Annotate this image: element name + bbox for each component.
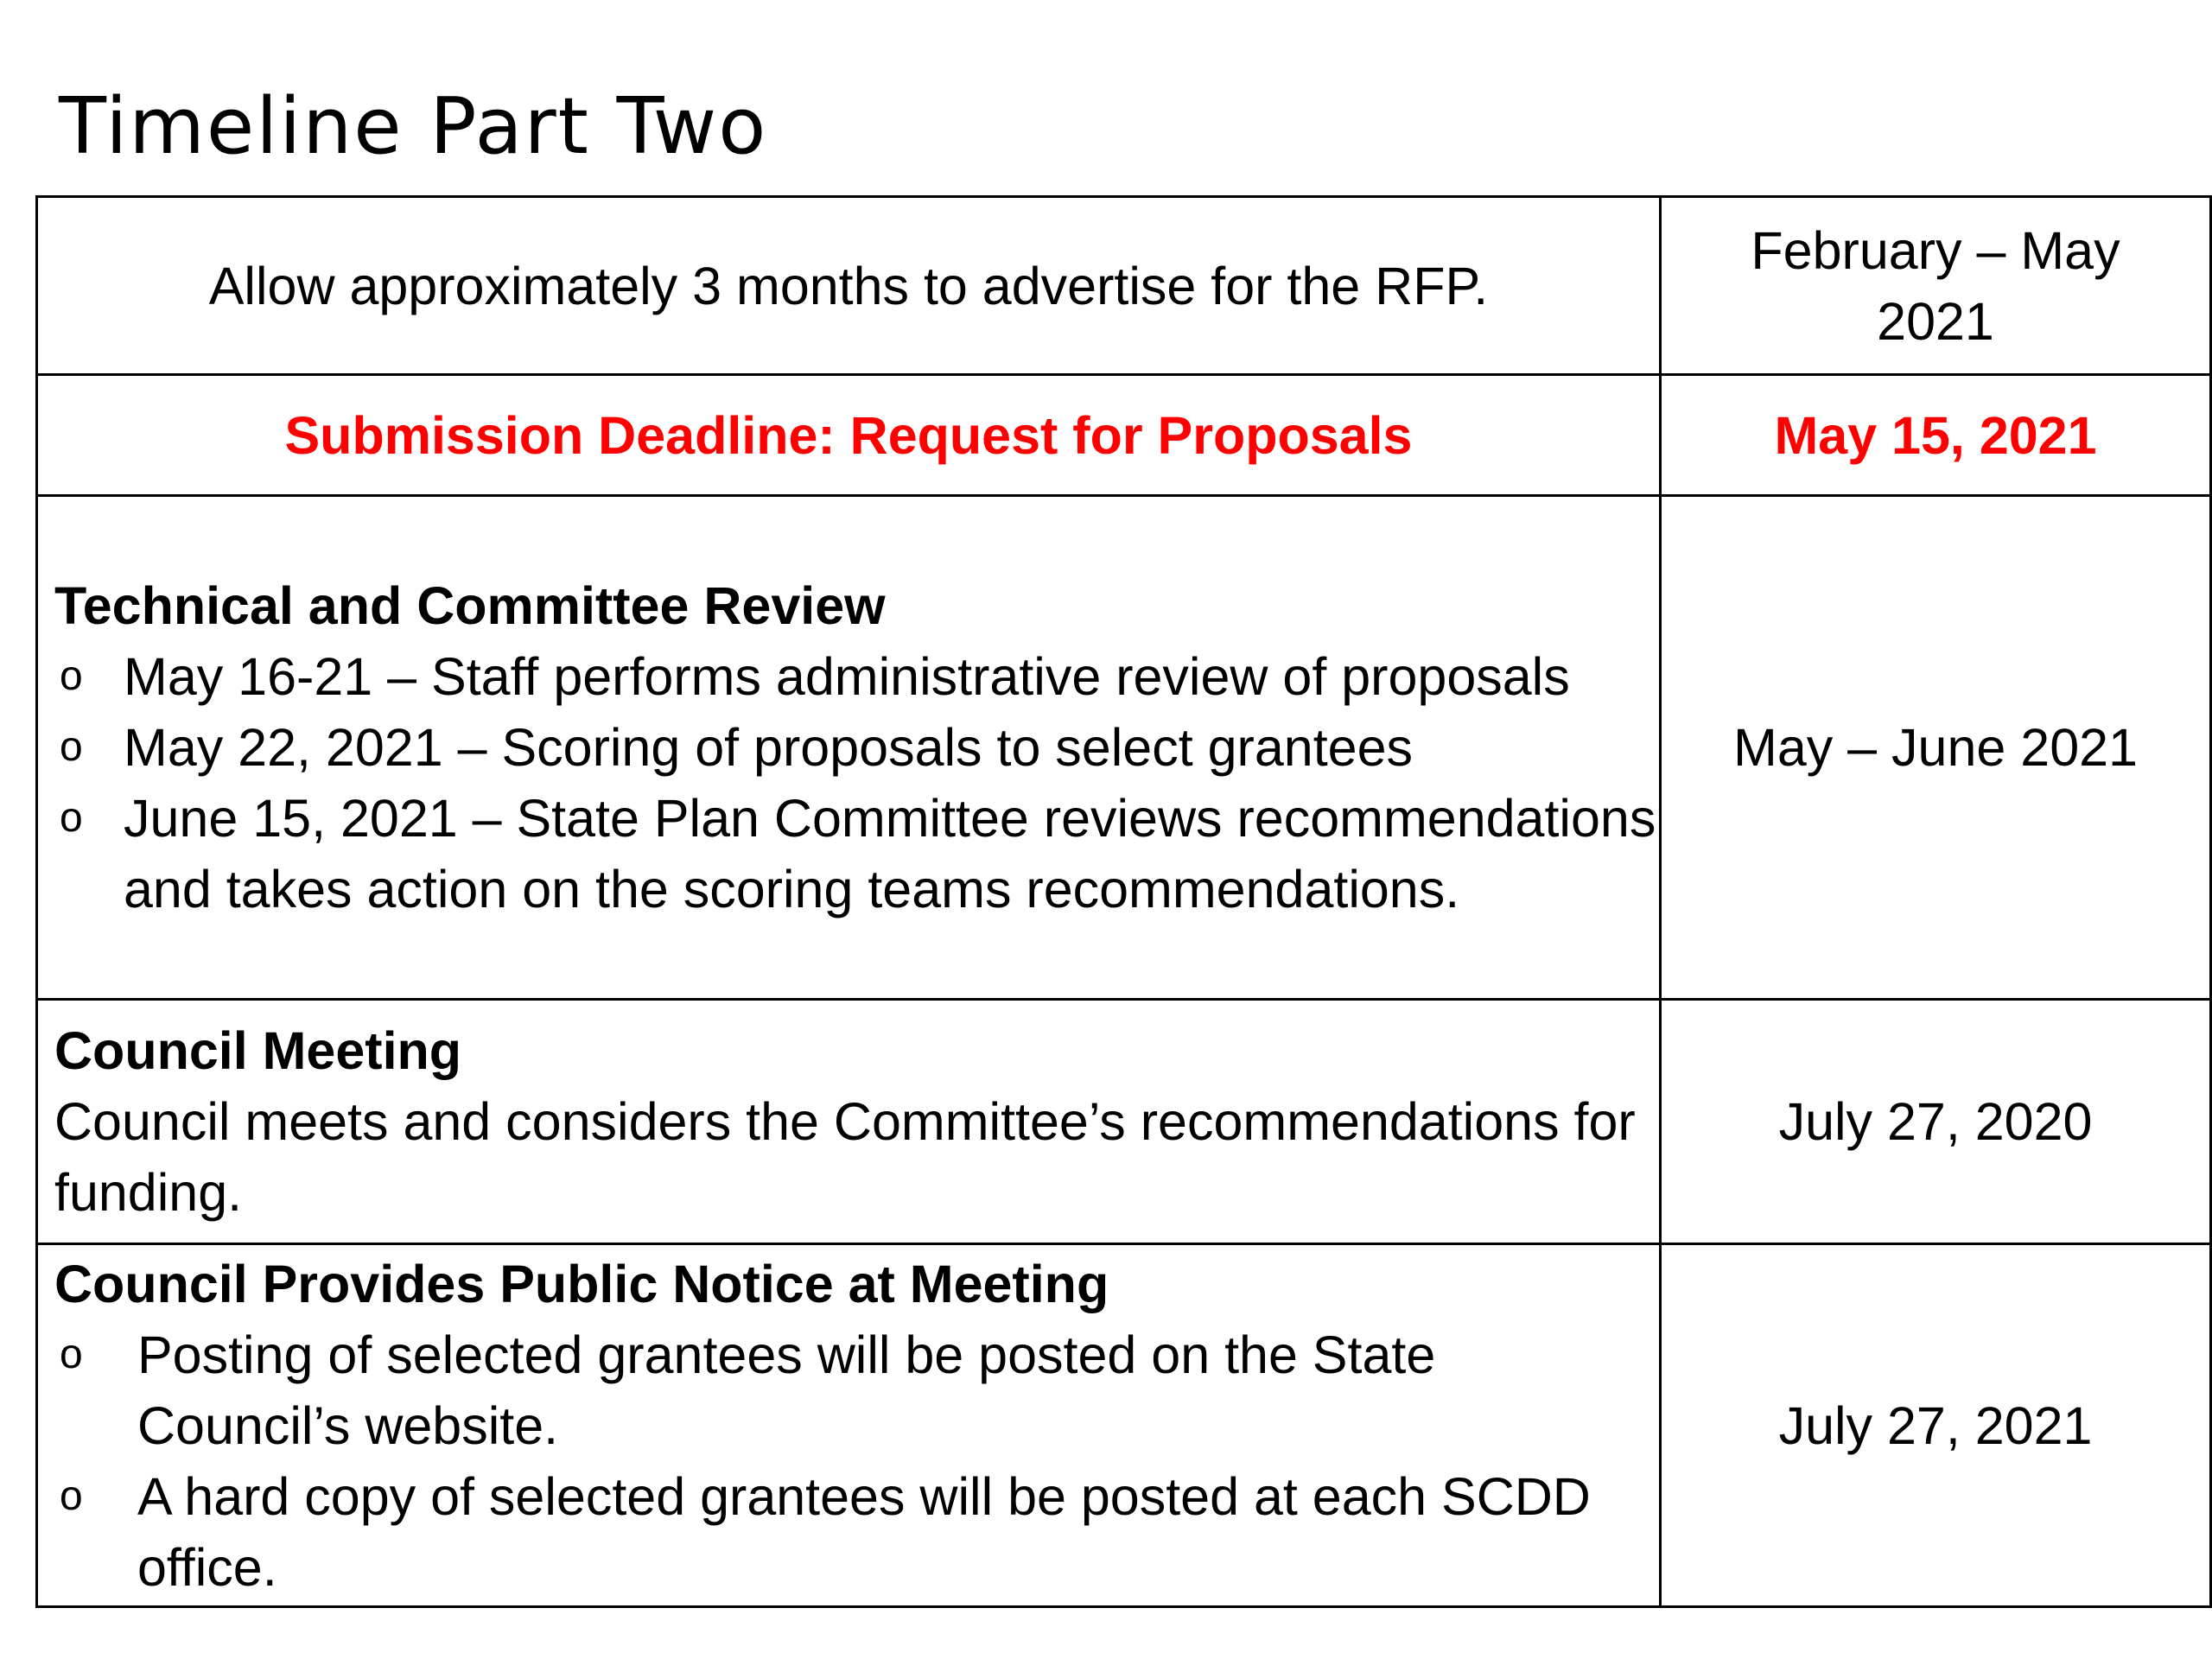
timeline-table	[35, 195, 2212, 1608]
section-heading: Council Provides Public Notice at Meeting	[54, 1254, 1109, 1313]
date-line-2: 2021	[1877, 291, 1994, 351]
bullet-icon: o	[60, 1331, 83, 1377]
rfp-advertise-text: Allow approximately 3 months to advertise for the RFP.	[208, 256, 1489, 315]
bullet-list	[54, 1319, 1659, 1603]
section-body: Council meets and considers the Committee’s recommendations for funding.	[54, 1092, 1636, 1222]
row-date	[1661, 1244, 2211, 1607]
row-description	[37, 375, 1661, 496]
bullet-icon: o	[60, 1472, 83, 1519]
row-date	[1661, 496, 2211, 1000]
section-heading: Technical and Committee Review	[54, 576, 886, 635]
list-item: o May 16-21 – Staff performs administrative review of proposals	[54, 641, 1659, 712]
bullet-icon: o	[60, 724, 83, 770]
row-description	[37, 496, 1661, 1000]
row-description	[37, 1000, 1661, 1244]
table-row	[37, 197, 2211, 375]
row-description	[37, 1244, 1661, 1607]
row-description	[37, 197, 1661, 375]
table-row	[37, 496, 2211, 1000]
date-line-1: February – May	[1751, 220, 2120, 280]
list-item: o June 15, 2021 – State Plan Committee reviews recommendations and takes action on the scoring teams recommendations.	[54, 783, 1659, 925]
review-date: May – June 2021	[1733, 718, 2138, 777]
row-date	[1661, 375, 2211, 496]
table-row	[37, 1244, 2211, 1607]
table-row	[37, 1000, 2211, 1244]
page-title: Timeline Part Two	[59, 81, 768, 172]
table-row	[37, 375, 2211, 496]
bullet-icon: o	[60, 795, 83, 841]
deadline-date: May 15, 2021	[1774, 405, 2097, 465]
bullet-icon: o	[60, 653, 83, 699]
row-date	[1661, 1000, 2211, 1244]
row-date	[1661, 197, 2211, 375]
bullet-list	[54, 641, 1659, 925]
submission-deadline-text: Submission Deadline: Request for Proposals	[284, 405, 1413, 465]
list-item: o Posting of selected grantees will be posted on the State Council’s website.	[54, 1319, 1659, 1461]
notice-date: July 27, 2021	[1778, 1395, 2093, 1455]
list-item: o May 22, 2021 – Scoring of proposals to select grantees	[54, 712, 1659, 783]
list-item: o A hard copy of selected grantees will be posted at each SCDD office.	[54, 1461, 1659, 1603]
meeting-date: July 27, 2020	[1778, 1092, 2093, 1151]
section-heading: Council Meeting	[54, 1021, 462, 1080]
